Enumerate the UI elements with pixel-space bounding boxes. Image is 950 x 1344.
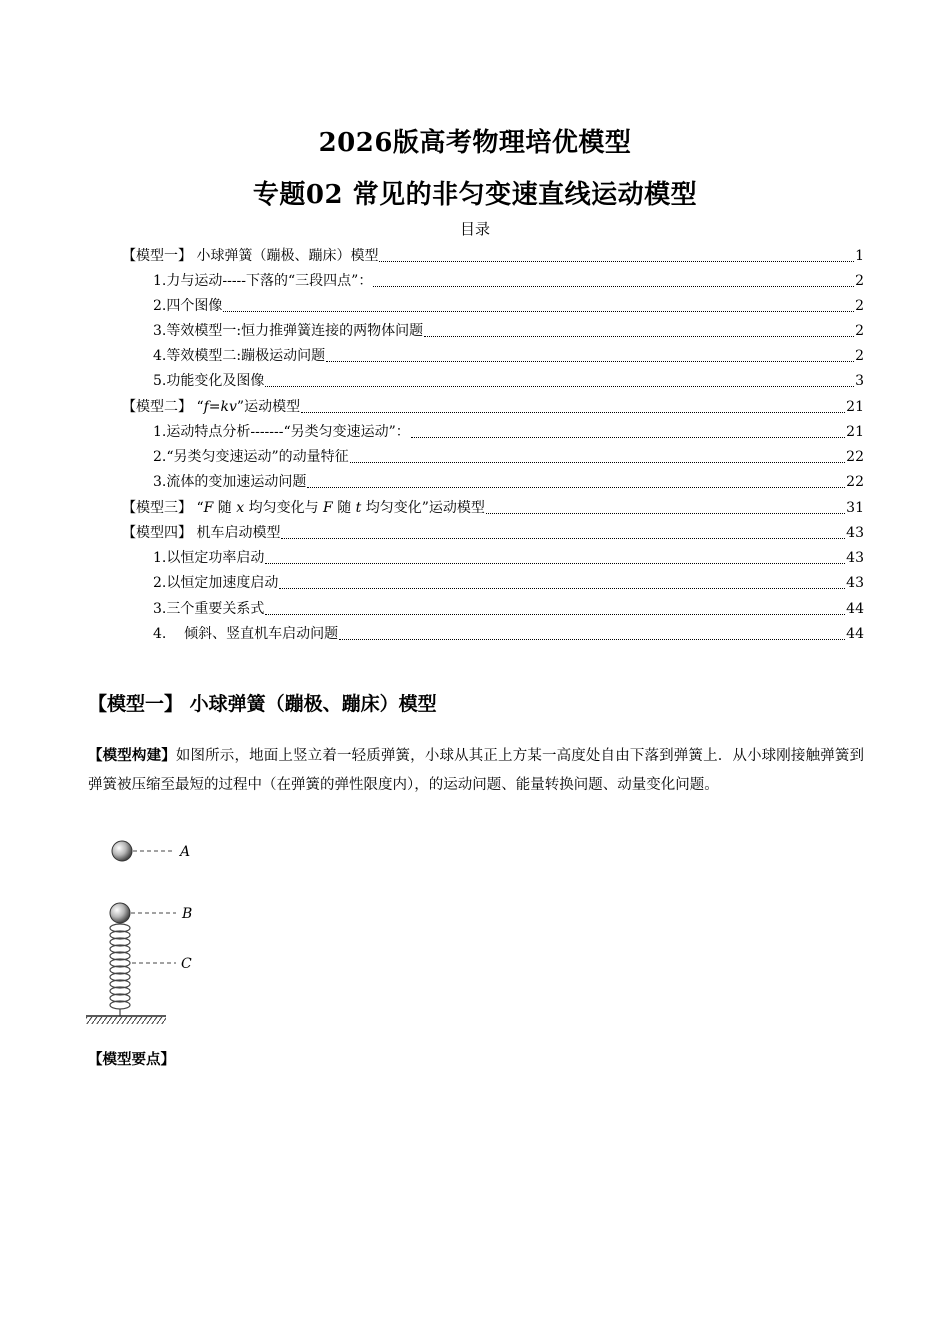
toc-entry-label: 1.以恒定功率启动 xyxy=(153,550,265,566)
label-b: B xyxy=(182,906,193,922)
toc-leader xyxy=(424,336,854,337)
toc-leader xyxy=(301,412,845,413)
toc-entry-label: 2.“另类匀变速运动”的动量特征 xyxy=(153,449,349,465)
toc-entry-label: 3.等效模型一:恒力推弹簧连接的两物体问题 xyxy=(153,323,424,339)
model-build-label: 【模型构建】 xyxy=(88,748,176,764)
toc-entry-page: 2 xyxy=(855,298,864,314)
ball-a xyxy=(112,841,132,861)
toc-entry[interactable] xyxy=(122,394,864,416)
spring xyxy=(110,924,130,1016)
toc-entry-page: 43 xyxy=(846,550,864,566)
toc-entry-page: 2 xyxy=(855,323,864,339)
toc-leader xyxy=(279,588,845,589)
toc-entry-label: 【模型四】 机车启动模型 xyxy=(122,525,281,541)
toc-entry-label: 2.以恒定加速度启动 xyxy=(153,575,279,591)
toc-entry-label: 1.力与运动-----下落的“三段四点”： xyxy=(153,273,373,289)
toc-entry-page: 21 xyxy=(846,399,864,415)
toc-entry[interactable] xyxy=(153,545,864,567)
toc-leader xyxy=(339,639,845,640)
toc-entry-page: 2 xyxy=(855,273,864,289)
toc-entry-label: 5.功能变化及图像 xyxy=(153,373,265,389)
toc-entry[interactable] xyxy=(153,570,864,592)
toc-entry-page: 43 xyxy=(846,525,864,541)
toc-entry[interactable] xyxy=(153,343,864,365)
toc-leader xyxy=(307,487,845,488)
model-points-label: 【模型要点】 xyxy=(88,1052,175,1068)
document-subtitle: 专题02 常见的非匀变速直线运动模型 xyxy=(252,180,698,210)
toc-leader xyxy=(486,513,845,514)
toc-entry[interactable] xyxy=(153,419,864,441)
toc-leader xyxy=(373,286,854,287)
toc-entry-page: 3 xyxy=(855,373,864,389)
toc-leader xyxy=(379,261,854,262)
toc-entry-label: 2.四个图像 xyxy=(153,298,223,314)
toc-entry[interactable] xyxy=(153,469,864,491)
ground-hatch xyxy=(86,1017,166,1024)
label-a: A xyxy=(180,844,191,860)
section-heading: 【模型一】 小球弹簧（蹦极、蹦床）模型 xyxy=(88,693,437,715)
toc-entry-page: 22 xyxy=(846,474,864,490)
toc-leader xyxy=(411,437,845,438)
toc-entry-page: 43 xyxy=(846,575,864,591)
toc-leader xyxy=(265,386,854,387)
toc-leader xyxy=(326,361,854,362)
toc-entry-page: 22 xyxy=(846,449,864,465)
toc-entry[interactable] xyxy=(122,520,864,542)
toc-leader xyxy=(265,614,845,615)
toc-entry[interactable] xyxy=(153,268,864,290)
toc-entry-label: 【模型二】 “f=kv”运动模型 xyxy=(122,399,301,415)
toc-leader xyxy=(350,462,846,463)
toc-entry[interactable] xyxy=(122,495,864,517)
ball-spring-figure xyxy=(84,832,214,1032)
toc-entry-label: 4.等效模型二:蹦极运动问题 xyxy=(153,348,326,364)
toc-entry[interactable] xyxy=(153,318,864,340)
toc-entry-label: 3.三个重要关系式 xyxy=(153,601,265,617)
toc-entry-label: 4. 倾斜、竖直机车启动问题 xyxy=(153,626,339,642)
toc-entry-page: 2 xyxy=(855,348,864,364)
toc-entry[interactable] xyxy=(122,243,864,265)
model-build-paragraph xyxy=(88,742,864,800)
model-build-text: 如图所示，地面上竖立着一轻质弹簧，小球从其正上方某一高度处自由下落到弹簧上．从小球刚接触弹簧到弹簧被压缩至最短的过程中（在弹簧的弹性限度内），的运动问题、能量转换问题、动量变化问题。 xyxy=(88,748,865,793)
toc-heading: 目录 xyxy=(459,220,490,238)
toc-leader xyxy=(265,563,845,564)
toc-entry-label: 3.流体的变加速运动问题 xyxy=(153,474,307,490)
toc-entry[interactable] xyxy=(153,444,864,466)
ball-b xyxy=(110,903,130,923)
toc-entry-page: 21 xyxy=(846,424,864,440)
toc-leader xyxy=(281,538,845,539)
toc-entry[interactable] xyxy=(153,368,864,390)
toc-entry-page: 44 xyxy=(846,601,864,617)
toc-leader xyxy=(223,311,854,312)
toc-entry-label: 【模型三】 “F 随 x 均匀变化与 F 随 t 均匀变化”运动模型 xyxy=(122,500,485,516)
toc-entry[interactable] xyxy=(153,293,864,315)
toc-entry[interactable] xyxy=(153,596,864,618)
toc-entry-page: 44 xyxy=(846,626,864,642)
toc-entry-label: 1.运动特点分析-------“另类匀变速运动”： xyxy=(153,424,410,440)
toc-entry[interactable] xyxy=(153,621,864,643)
toc-entry-label: 【模型一】 小球弹簧（蹦极、蹦床）模型 xyxy=(122,248,379,264)
label-c: C xyxy=(181,956,192,972)
document-title: 2026版高考物理培优模型 xyxy=(318,128,632,158)
toc-entry-page: 1 xyxy=(855,248,864,264)
toc-entry-page: 31 xyxy=(846,500,864,516)
